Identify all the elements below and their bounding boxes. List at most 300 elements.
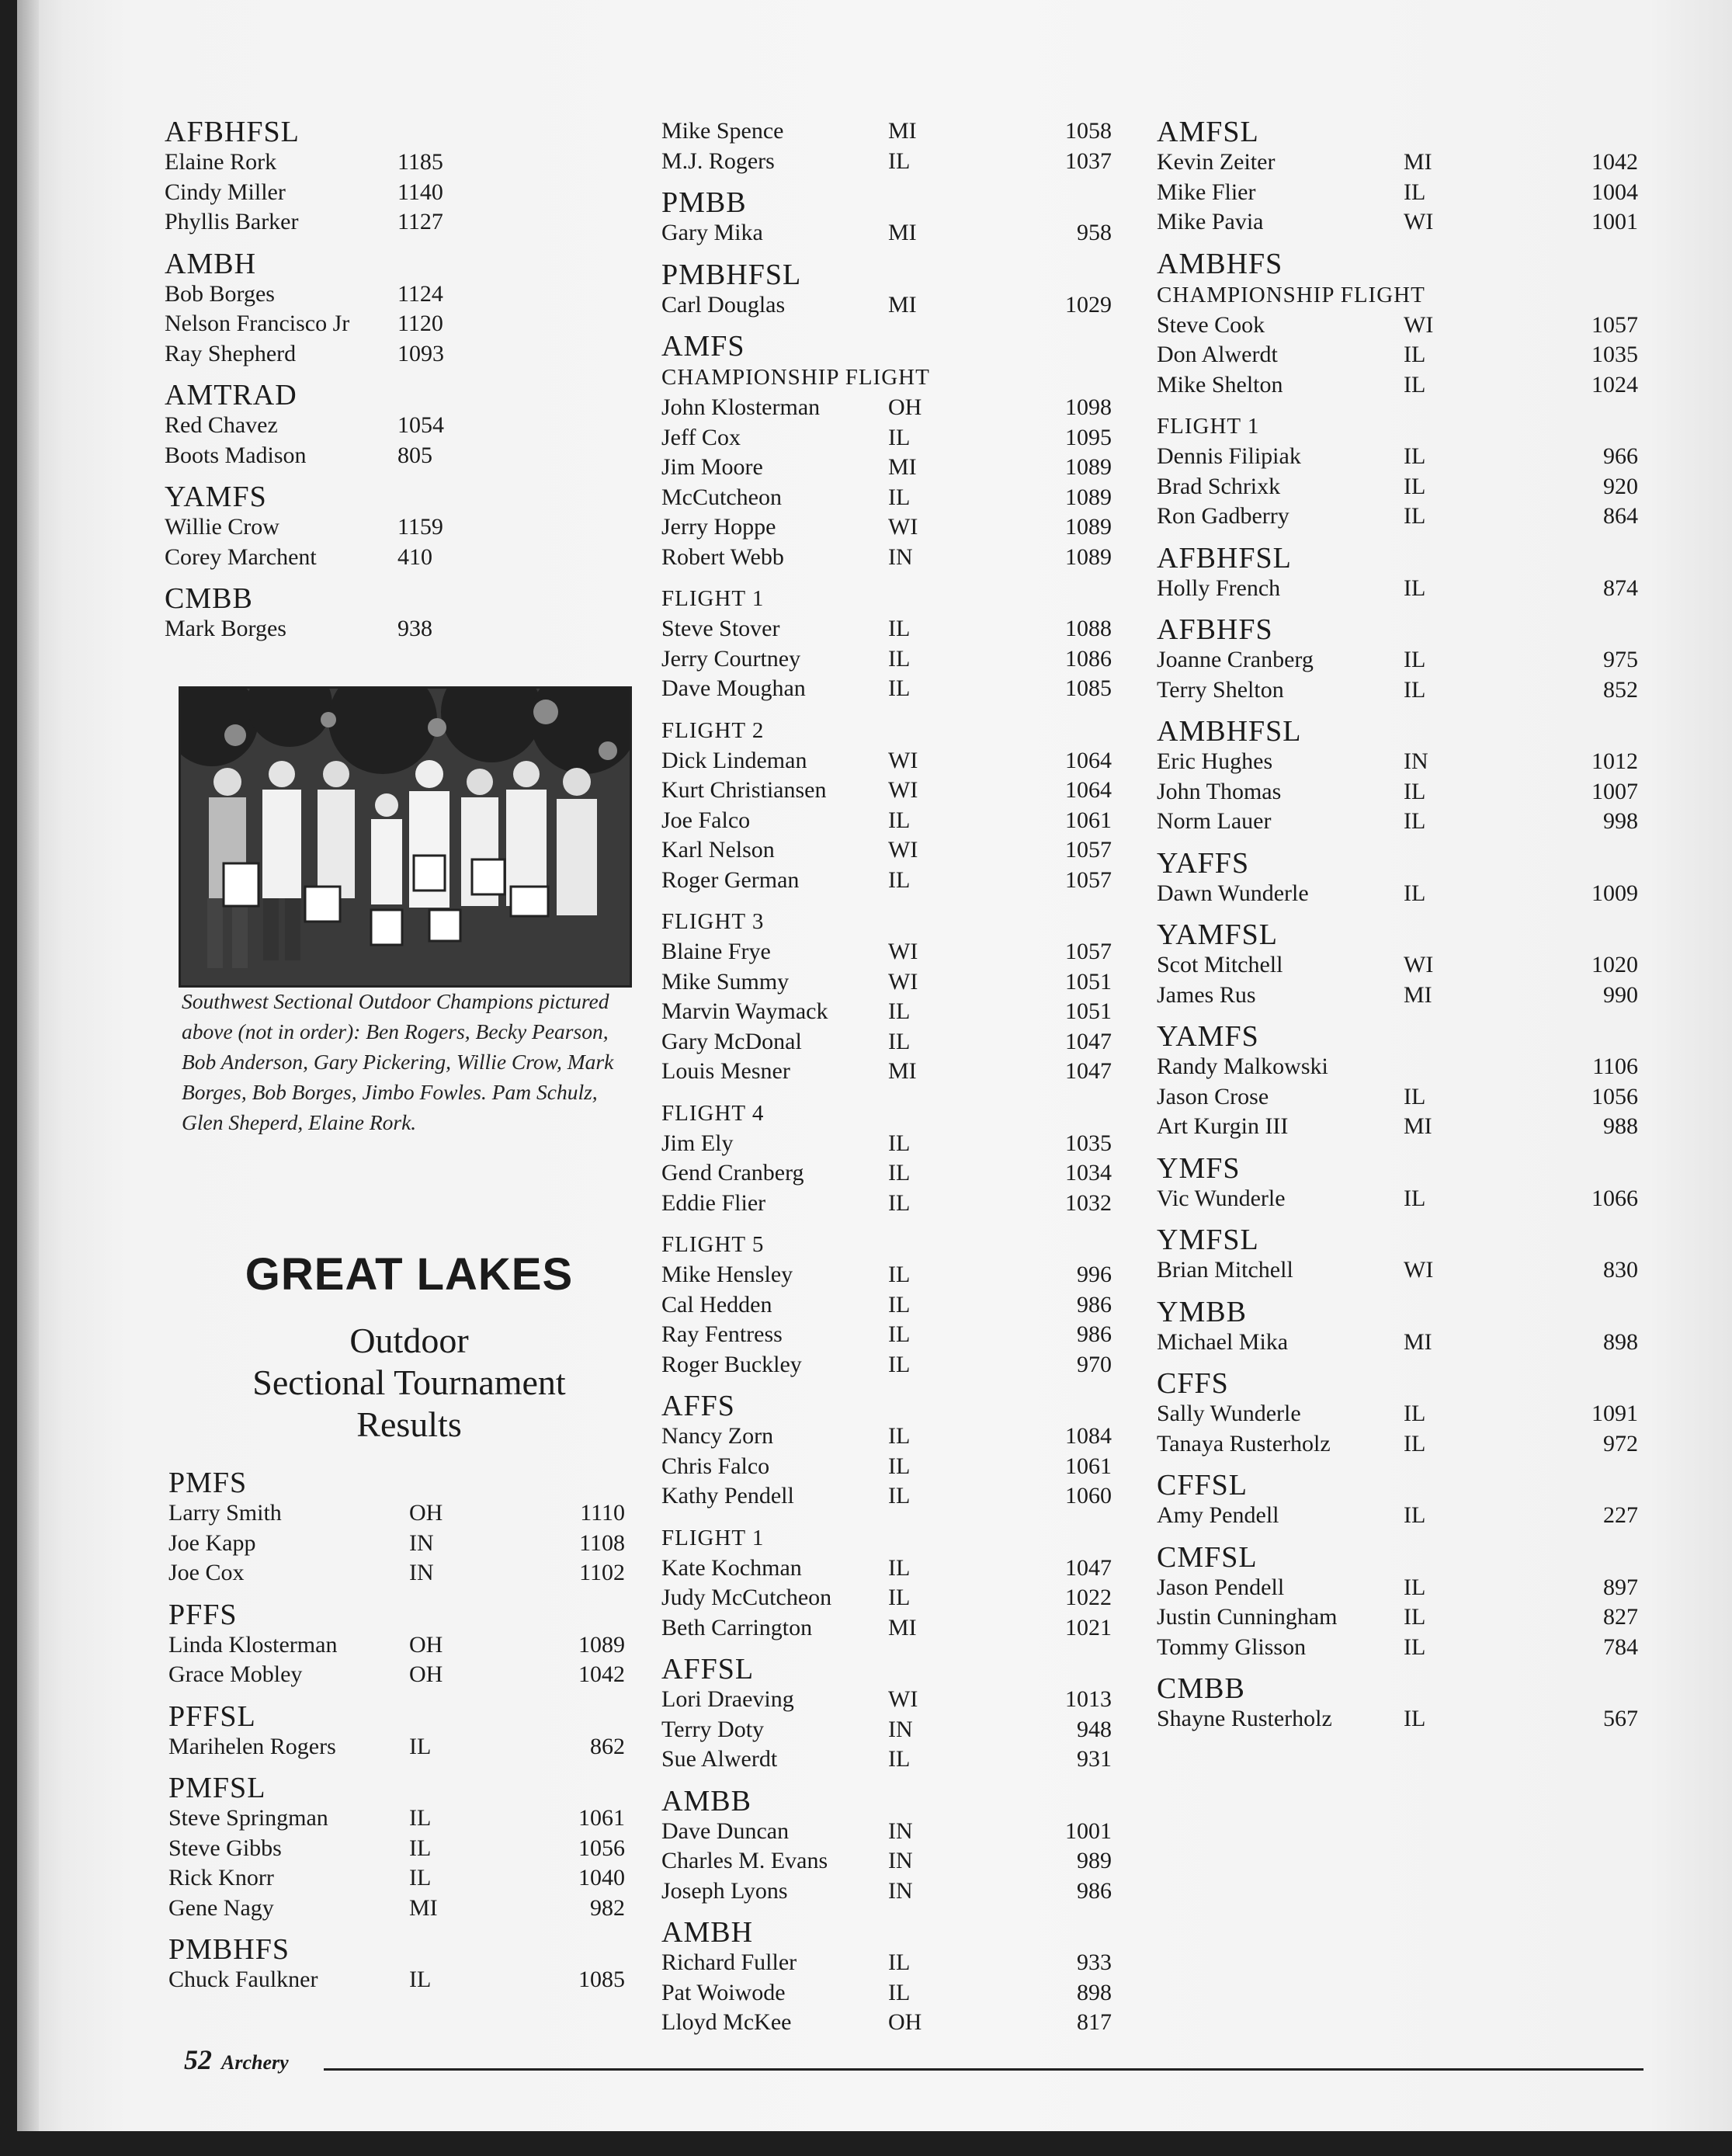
state: MI	[888, 118, 917, 144]
state: IL	[1404, 1706, 1426, 1731]
results-column-2	[661, 116, 1127, 2049]
score: 1084	[1065, 1423, 1112, 1449]
score: 897	[1603, 1574, 1638, 1600]
result-row	[661, 543, 1127, 573]
result-row	[661, 483, 1127, 513]
state: IN	[409, 1529, 434, 1556]
result-row	[661, 2008, 1127, 2038]
result-row	[661, 1452, 1127, 1482]
state: IL	[888, 1949, 911, 1975]
state: IL	[1404, 676, 1426, 703]
archer-name: Ron Gadberry	[1157, 503, 1289, 529]
score: 1042	[1591, 149, 1638, 175]
magazine-page	[17, 0, 1732, 2131]
archer-name: Beth Carrington	[661, 1614, 813, 1640]
archer-name: Holly French	[1157, 575, 1281, 601]
results-section	[165, 481, 646, 572]
archer-name: Chuck Faulkner	[168, 1967, 318, 1992]
results-section	[168, 1934, 642, 1995]
score: 972	[1603, 1430, 1638, 1456]
archer-name: Brad Schrixk	[1157, 473, 1281, 499]
archer-name: Jim Ely	[661, 1130, 734, 1156]
photo-caption: Southwest Sectional Outdoor Champions pictured above (not in order): Ben Rogers, Becky Pearson, Bob Anderson, Gary Pickering, Willie Crow, Mark Borges, Bob Borges, Jimbo Fowles. Pam Schulz, Glen Sheperd, Elaine Rork.	[182, 989, 614, 1134]
result-row	[661, 1057, 1127, 1087]
state: IN	[888, 1848, 913, 1873]
archer-name: Joe Kapp	[168, 1529, 256, 1556]
score: 567	[1603, 1706, 1638, 1731]
result-row	[1157, 148, 1654, 178]
result-row	[168, 1660, 642, 1690]
state: IL	[888, 807, 911, 833]
result-row	[661, 1422, 1127, 1452]
results-column-3	[1157, 116, 1654, 1745]
archer-name: Grace Mobley	[168, 1661, 303, 1687]
archer-name: Nelson Francisco Jr	[165, 311, 350, 336]
results-section	[661, 583, 1127, 704]
archer-name: Ray Shepherd	[165, 340, 297, 366]
state: IL	[1404, 1502, 1426, 1528]
archer-name: John Klosterman	[661, 394, 821, 420]
flight-subhead: FLIGHT 4	[661, 1100, 765, 1126]
score: 410	[397, 543, 432, 570]
result-row	[165, 614, 646, 644]
score: 1085	[578, 1967, 625, 1992]
flight-subhead: CHAMPIONSHIP FLIGHT	[661, 365, 930, 390]
result-row	[661, 1350, 1127, 1380]
result-row	[661, 967, 1127, 998]
result-row	[168, 1558, 642, 1588]
score: 1032	[1065, 1189, 1112, 1216]
result-row	[1157, 207, 1654, 238]
archer-name: Linda Klosterman	[168, 1631, 338, 1658]
archer-name: Nancy Zorn	[661, 1423, 774, 1449]
division-title: AFBHFSL	[1157, 541, 1292, 575]
result-row	[1157, 981, 1654, 1011]
score: 1040	[578, 1865, 625, 1890]
result-row	[661, 866, 1127, 896]
archer-name: Roger Buckley	[661, 1351, 802, 1377]
score: 1024	[1591, 371, 1638, 398]
state: MI	[888, 1058, 917, 1084]
state: MI	[1404, 1328, 1432, 1355]
results-column-1-lower	[168, 1467, 642, 2006]
results-section	[1157, 1470, 1654, 1531]
flight-subhead: FLIGHT 1	[1157, 414, 1260, 439]
results-section	[661, 906, 1127, 1087]
archer-name: Richard Fuller	[661, 1949, 797, 1975]
archer-name: Michael Mika	[1157, 1328, 1289, 1355]
archer-name: Steve Gibbs	[168, 1835, 282, 1861]
archer-name: Steve Stover	[661, 616, 780, 641]
result-row	[661, 835, 1127, 866]
results-section	[1157, 1224, 1654, 1286]
state: IN	[888, 543, 913, 570]
archer-name: Dave Duncan	[661, 1817, 790, 1844]
result-row	[168, 1965, 642, 1995]
result-row	[1157, 807, 1654, 837]
result-row	[1157, 1633, 1654, 1663]
archer-name: Cal Hedden	[661, 1291, 772, 1318]
score: 1089	[1065, 484, 1112, 510]
score: 898	[1603, 1328, 1638, 1355]
archer-name: Norm Lauer	[1157, 808, 1272, 834]
division-title: AMFS	[661, 330, 745, 363]
result-row	[1157, 747, 1654, 777]
flight-subhead: CHAMPIONSHIP FLIGHT	[1157, 282, 1425, 307]
state: IL	[888, 424, 911, 450]
archer-name: Boots Madison	[165, 442, 307, 468]
result-row	[1157, 1255, 1654, 1286]
score: 1051	[1065, 998, 1112, 1024]
state: IL	[409, 1967, 432, 1992]
results-section	[1157, 1542, 1654, 1663]
archer-name: Willie Crow	[165, 514, 279, 540]
archer-name: Joe Falco	[661, 807, 751, 833]
state: OH	[409, 1500, 443, 1526]
results-section	[1157, 1153, 1654, 1214]
archer-name: Vic Wunderle	[1157, 1185, 1286, 1211]
score: 1120	[397, 311, 443, 336]
score: 898	[1077, 1979, 1112, 2005]
result-row	[1157, 1501, 1654, 1531]
result-row	[661, 147, 1127, 177]
state: WI	[888, 837, 918, 863]
result-row	[168, 1732, 642, 1762]
results-column-1	[165, 116, 646, 655]
score: 990	[1603, 981, 1638, 1008]
footer-rule	[324, 2068, 1643, 2071]
results-section	[661, 187, 1127, 248]
archer-name: Gary Mika	[661, 220, 763, 245]
score: 996	[1077, 1262, 1112, 1287]
division-title: PMFS	[168, 1467, 248, 1499]
score: 864	[1603, 503, 1638, 529]
result-row	[1157, 442, 1654, 472]
state: WI	[888, 777, 918, 803]
results-section	[168, 1599, 642, 1690]
result-row	[661, 1978, 1127, 2008]
result-row	[1157, 370, 1654, 401]
result-row	[661, 1583, 1127, 1613]
archer-name: Lori Draeving	[661, 1686, 794, 1712]
score: 784	[1603, 1633, 1638, 1660]
score: 1057	[1065, 866, 1112, 893]
archer-name: Mike Hensley	[661, 1262, 793, 1287]
state: IL	[888, 1189, 911, 1216]
result-row	[1157, 1082, 1654, 1113]
archer-name: Sally Wunderle	[1157, 1401, 1301, 1426]
archer-name: Mike Pavia	[1157, 209, 1264, 234]
result-row	[1157, 1112, 1654, 1142]
archer-name: Scot Mitchell	[1157, 952, 1283, 977]
result-row	[1157, 879, 1654, 909]
state: IL	[888, 484, 911, 510]
division-title: AMFSL	[1157, 116, 1259, 148]
archer-name: Tanaya Rusterholz	[1157, 1430, 1331, 1456]
archer-name: Cindy Miller	[165, 179, 286, 205]
result-row	[165, 543, 646, 573]
state: IN	[888, 1817, 913, 1844]
result-row	[165, 279, 646, 310]
division-title: AMBHFS	[1157, 247, 1283, 280]
state: MI	[888, 454, 917, 480]
result-row	[661, 290, 1127, 321]
state: IN	[1404, 748, 1428, 774]
archer-name: Bob Borges	[165, 280, 275, 307]
page-footer	[184, 2043, 1643, 2074]
score: 1086	[1065, 645, 1112, 672]
score: 958	[1077, 220, 1112, 245]
result-row	[661, 997, 1127, 1027]
archer-name: Red Chavez	[165, 412, 278, 438]
result-row	[1157, 1052, 1654, 1082]
state: IL	[888, 675, 911, 701]
result-row	[1157, 1429, 1654, 1460]
results-section	[1157, 1368, 1654, 1459]
score: 1058	[1065, 118, 1112, 144]
division-title: CMBB	[1157, 1672, 1245, 1705]
state: IL	[409, 1865, 432, 1890]
archer-name: M.J. Rogers	[661, 148, 775, 174]
state: IL	[1404, 1574, 1426, 1600]
score: 982	[590, 1894, 625, 1921]
result-row	[661, 423, 1127, 453]
score: 817	[1077, 2009, 1112, 2035]
results-section	[168, 1467, 642, 1588]
results-section	[661, 1522, 1127, 1644]
score: 998	[1603, 808, 1638, 834]
state: IN	[409, 1560, 434, 1585]
division-title: AMBH	[165, 247, 257, 280]
state: WI	[888, 747, 918, 773]
archer-name: Mike Flier	[1157, 179, 1256, 205]
state: IL	[1404, 647, 1426, 672]
score: 1110	[580, 1500, 625, 1526]
score: 1013	[1065, 1686, 1112, 1712]
subtitle-line-3: Results	[356, 1404, 462, 1444]
division-title: PMBHFS	[168, 1933, 290, 1966]
score: 1140	[397, 179, 443, 205]
result-row	[165, 178, 646, 208]
score: 1061	[578, 1805, 625, 1831]
score: 1047	[1065, 1058, 1112, 1084]
score: 862	[590, 1733, 625, 1759]
score: 1108	[579, 1529, 625, 1556]
result-row	[661, 746, 1127, 776]
state: OH	[409, 1631, 443, 1658]
score: 1064	[1065, 777, 1112, 803]
result-row	[1157, 645, 1654, 675]
flight-subhead: FLIGHT 1	[661, 586, 765, 611]
score: 1088	[1065, 616, 1112, 641]
score: 970	[1077, 1351, 1112, 1377]
archer-name: Kathy Pendell	[661, 1483, 794, 1509]
state: IL	[1404, 1633, 1426, 1660]
archer-name: Jim Moore	[661, 454, 763, 480]
division-title: AMBH	[661, 1916, 754, 1949]
state: MI	[888, 220, 917, 245]
archer-name: Shayne Rusterholz	[1157, 1706, 1332, 1731]
result-row	[168, 1804, 642, 1834]
result-row	[661, 1817, 1127, 1847]
results-section	[165, 248, 646, 370]
magazine-name: Archery	[221, 2051, 289, 2074]
state: IL	[1404, 1083, 1426, 1109]
state: MI	[409, 1894, 438, 1921]
results-section	[1157, 543, 1654, 604]
score: 1012	[1591, 748, 1638, 774]
archer-name: Justin Cunningham	[1157, 1604, 1338, 1630]
result-row	[661, 1481, 1127, 1512]
archer-name: Joseph Lyons	[661, 1877, 788, 1904]
state: IL	[888, 998, 911, 1024]
state: IL	[1404, 1430, 1426, 1456]
result-row	[661, 1554, 1127, 1584]
result-row	[661, 1613, 1127, 1644]
score: 827	[1603, 1604, 1638, 1630]
result-row	[168, 1529, 642, 1559]
result-row	[661, 1290, 1127, 1321]
result-row	[661, 116, 1127, 147]
division-title: PFFSL	[168, 1699, 256, 1733]
archer-name: Kate Kochman	[661, 1554, 802, 1581]
score: 1089	[1065, 514, 1112, 540]
state: IL	[888, 1130, 911, 1156]
state: IL	[888, 1979, 911, 2005]
state: IL	[888, 1746, 911, 1772]
state: IN	[888, 1877, 913, 1904]
result-row	[165, 512, 646, 543]
score: 1001	[1065, 1817, 1112, 1844]
flight-subhead: FLIGHT 3	[661, 909, 765, 934]
flight-subhead: FLIGHT 1	[661, 1525, 765, 1550]
score: 227	[1603, 1502, 1638, 1528]
archer-name: Pat Woiwode	[661, 1979, 786, 2005]
result-row	[165, 441, 646, 471]
archer-name: Art Kurgin III	[1157, 1113, 1289, 1139]
score: 1037	[1065, 148, 1112, 174]
state: IL	[1404, 808, 1426, 834]
state: MI	[1404, 1113, 1432, 1139]
score: 852	[1603, 676, 1638, 703]
state: IL	[409, 1835, 432, 1861]
result-row	[661, 1877, 1127, 1907]
score: 1089	[1065, 543, 1112, 570]
state: MI	[888, 1614, 917, 1640]
result-row	[1157, 311, 1654, 341]
state: IL	[1404, 880, 1426, 906]
score: 938	[397, 616, 432, 641]
result-row	[165, 309, 646, 339]
state: IL	[409, 1805, 432, 1831]
result-row	[661, 1320, 1127, 1350]
result-row	[168, 1498, 642, 1529]
division-title: PMBB	[661, 186, 747, 219]
result-row	[1157, 472, 1654, 502]
score: 1007	[1591, 778, 1638, 804]
archer-name: Tommy Glisson	[1157, 1633, 1307, 1660]
state: WI	[888, 514, 918, 540]
state: WI	[1404, 209, 1434, 234]
score: 931	[1077, 1746, 1112, 1772]
archer-name: Mike Summy	[661, 968, 790, 995]
archer-name: Roger German	[661, 866, 800, 893]
archer-name: Joanne Cranberg	[1157, 647, 1314, 672]
great-lakes-title: GREAT LAKES	[245, 1249, 574, 1300]
archer-name: Gary McDonal	[661, 1028, 802, 1054]
result-row	[1157, 1602, 1654, 1633]
result-row	[1157, 1328, 1654, 1358]
division-title: AFFS	[661, 1390, 735, 1422]
archer-name: McCutcheon	[661, 484, 782, 510]
state: MI	[1404, 149, 1432, 175]
state: WI	[1404, 311, 1434, 338]
archer-name: Carl Douglas	[661, 291, 786, 318]
great-lakes-subtitle	[165, 1320, 654, 1446]
state: IL	[888, 616, 911, 641]
results-section	[1157, 411, 1654, 532]
state: IL	[888, 1351, 911, 1377]
archer-name: James Rus	[1157, 981, 1256, 1008]
archer-name: Mike Spence	[661, 118, 784, 144]
score: 986	[1077, 1877, 1112, 1904]
result-row	[1157, 502, 1654, 532]
archer-name: Louis Mesner	[661, 1058, 790, 1084]
score: 805	[397, 442, 432, 468]
archer-name: Corey Marchent	[165, 543, 317, 570]
results-section	[1157, 116, 1654, 238]
state: IL	[888, 1483, 911, 1509]
archer-name: Don Alwerdt	[1157, 342, 1278, 367]
state: WI	[1404, 1257, 1434, 1283]
score: 1060	[1065, 1483, 1112, 1509]
result-row	[1157, 574, 1654, 604]
division-title: YMBB	[1157, 1295, 1247, 1328]
result-row	[661, 453, 1127, 483]
state: IL	[1404, 473, 1426, 499]
archer-name: Kevin Zeiter	[1157, 149, 1276, 175]
results-section	[1157, 614, 1654, 705]
state: IL	[888, 866, 911, 893]
score: 1042	[578, 1661, 625, 1687]
score: 1054	[397, 412, 444, 438]
result-row	[1157, 675, 1654, 706]
result-row	[661, 1129, 1127, 1159]
result-row	[168, 1630, 642, 1661]
score: 1064	[1065, 747, 1112, 773]
results-section	[661, 1229, 1127, 1380]
result-row	[165, 148, 646, 178]
results-section	[661, 715, 1127, 896]
archer-name: Blaine Frye	[661, 939, 771, 964]
result-row	[1157, 1399, 1654, 1429]
result-row	[1157, 1573, 1654, 1603]
score: 1124	[397, 280, 443, 307]
division-title: YAMFS	[1157, 1020, 1259, 1053]
results-section	[661, 1390, 1127, 1512]
state: IL	[888, 1423, 911, 1449]
result-row	[661, 806, 1127, 836]
result-row	[661, 1948, 1127, 1978]
results-section	[661, 1098, 1127, 1219]
state: OH	[888, 394, 922, 420]
state: MI	[1404, 981, 1432, 1008]
archer-name: Gend Cranberg	[661, 1160, 804, 1186]
score: 920	[1603, 473, 1638, 499]
state: IL	[1404, 443, 1426, 469]
archer-name: Terry Doty	[661, 1716, 765, 1742]
division-title: YAFFS	[1157, 846, 1250, 880]
